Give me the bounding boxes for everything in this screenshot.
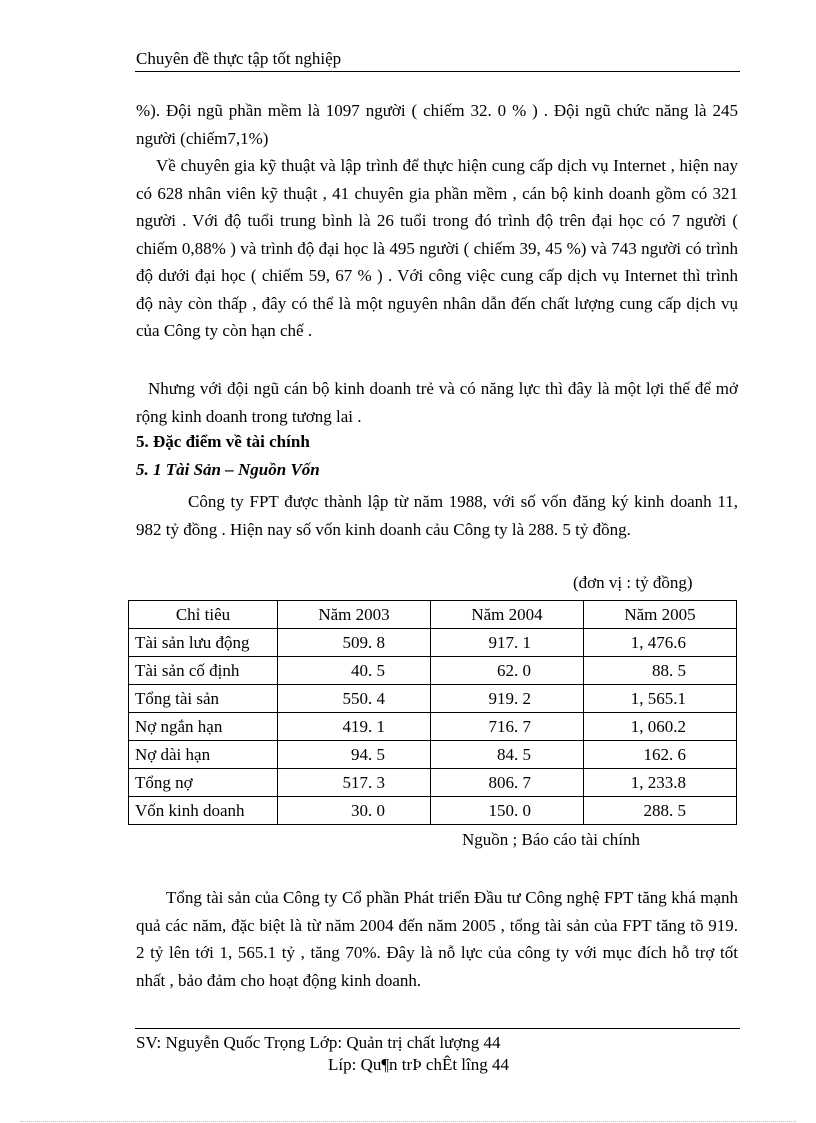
table-cell-value: 550. 4 — [278, 685, 431, 713]
paragraph-staff-software: %). Đội ngũ phần mềm là 1097 người ( chiếm 32. 0 % ) . Đội ngũ chức năng là 245 người (chiếm7,1%) — [136, 101, 738, 148]
table-cell-value: 1, 060.2 — [584, 713, 737, 741]
table-header-cell: Năm 2005 — [584, 601, 737, 629]
table-cell-value: 288. 5 — [584, 797, 737, 825]
table-cell-value: 509. 8 — [278, 629, 431, 657]
table-cell-value: 517. 3 — [278, 769, 431, 797]
table-row — [129, 629, 737, 657]
table-header-cell: Năm 2003 — [278, 601, 431, 629]
table-cell-value: 40. 5 — [278, 657, 431, 685]
subsection-heading-assets: 5. 1 Tài Sản – Nguồn Vốn — [136, 460, 320, 479]
table-unit-note: (đơn vị : tỷ đồng) — [573, 573, 693, 592]
paragraph-young-staff: Nhưng với đội ngũ cán bộ kinh doanh trẻ và có năng lực thì đây là một lợi thế để mở rộng kinh doanh trong tương lai . — [136, 379, 738, 426]
table-header-cell: Năm 2004 — [431, 601, 584, 629]
table-cell-value: 62. 0 — [431, 657, 584, 685]
table-cell-value: 917. 1 — [431, 629, 584, 657]
table-cell-label: Tổng tài sản — [129, 685, 278, 713]
table-cell-value: 30. 0 — [278, 797, 431, 825]
table-cell-value: 150. 0 — [431, 797, 584, 825]
table-cell-value: 88. 5 — [584, 657, 737, 685]
table-cell-value: 162. 6 — [584, 741, 737, 769]
footer-divider — [135, 1028, 740, 1029]
table-cell-label: Nợ ngắn hạn — [129, 713, 278, 741]
table-row — [129, 713, 737, 741]
section-heading-finance: 5. Đặc điểm về tài chính — [136, 432, 310, 451]
table-cell-value: 806. 7 — [431, 769, 584, 797]
table-cell-value: 919. 2 — [431, 685, 584, 713]
table-row — [129, 685, 737, 713]
table-cell-label: Vốn kinh doanh — [129, 797, 278, 825]
page-header-title: Chuyên đề thực tập tốt nghiệp — [136, 49, 342, 68]
table-cell-value: 716. 7 — [431, 713, 584, 741]
page-bottom-edge — [20, 1121, 796, 1122]
header-divider — [135, 71, 740, 72]
paragraph-capital: Công ty FPT được thành lập từ năm 1988, với số vốn đăng ký kinh doanh 11, 982 tỷ đồng . Hiện nay số vốn kinh doanh cảu Công ty là 288. 5 tỷ đồng. — [136, 492, 738, 539]
table-row — [129, 769, 737, 797]
table-row — [129, 797, 737, 825]
table-cell-label: Tài sản lưu động — [129, 629, 278, 657]
table-header-cell: Chỉ tiêu — [129, 601, 278, 629]
paragraph-technical-staff: Về chuyên gia kỹ thuật và lập trình để thực hiện cung cấp dịch vụ Internet , hiện nay có 628 nhân viên kỹ thuật , 41 chuyên gia phần mềm , cán bộ kinh doanh gồm có 321 người . Với độ tuổi trung bình là 26 tuổi trong đó trình độ trên đại học có 7 người ( chiếm 0,88% ) và trình độ đại học là 495 người ( chiếm 39, 45 %) và 743 người có trình độ dưới đại học ( chiếm 59, 67 % ) . Với công việc cung cấp dịch vụ Internet thì trình độ này còn thấp , đây có thể là một nguyên nhân dẫn đến chất lượng cung cấp dịch vụ của Công ty còn hạn chế . — [136, 156, 738, 340]
table-source-note: Nguồn ; Báo cáo tài chính — [462, 830, 640, 849]
footer-student-info: SV: Nguyễn Quốc Trọng Lớp: Quản trị chất lượng 44 — [136, 1033, 501, 1052]
table-row — [129, 657, 737, 685]
paragraph-asset-growth: Tổng tài sản của Công ty Cổ phần Phát triển Đầu tư Công nghệ FPT tăng khá mạnh quả các năm, đặc biệt là từ năm 2004 đến năm 2005 , tổng tài sản của FPT tăng tõ 919. 2 tỷ lên tới 1, 565.1 tỷ , tăng 70%. Đây là nỗ lực của công ty với mục đích hỗ trợ tốt nhất , bảo đảm cho hoạt động kinh doanh. — [136, 888, 738, 990]
table-cell-value: 1, 233.8 — [584, 769, 737, 797]
table-header-row — [129, 601, 737, 629]
table-cell-value: 84. 5 — [431, 741, 584, 769]
financial-table — [128, 600, 737, 825]
table-cell-label: Tài sản cố định — [129, 657, 278, 685]
table-cell-label: Nợ dài hạn — [129, 741, 278, 769]
table-cell-value: 94. 5 — [278, 741, 431, 769]
table-row — [129, 741, 737, 769]
table-cell-value: 1, 476.6 — [584, 629, 737, 657]
table-cell-value: 419. 1 — [278, 713, 431, 741]
footer-class-info: Líp: Qu¶n trÞ chÊt lîng 44 — [328, 1055, 509, 1074]
table-cell-value: 1, 565.1 — [584, 685, 737, 713]
table-cell-label: Tổng nợ — [129, 769, 278, 797]
